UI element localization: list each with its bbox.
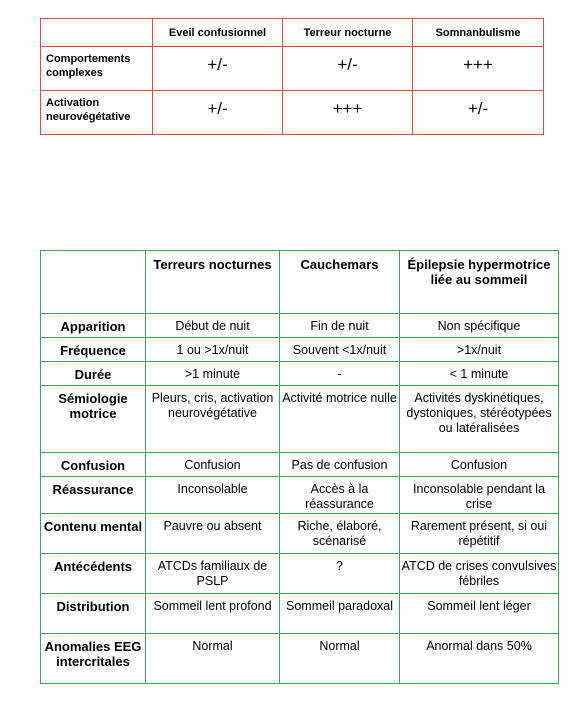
row-header: Durée [41, 362, 146, 386]
table-cell: Confusion [400, 453, 559, 477]
header-cell: Terreur nocturne [283, 19, 413, 47]
table-cell: +/- [413, 91, 544, 135]
table-row [41, 314, 559, 338]
table-cell: Activités dyskinétiques, dystoniques, stéréotypées ou latéralisées [400, 386, 559, 453]
table-row [41, 514, 559, 554]
table-row [41, 554, 559, 594]
row-header: Sémiologie motrice [41, 386, 146, 453]
table-row [41, 386, 559, 453]
row-header: Fréquence [41, 338, 146, 362]
row-header: Apparition [41, 314, 146, 338]
table-cell: Rarement présent, si oui répétitif [400, 514, 559, 554]
row-header: Anomalies EEG intercritales [41, 634, 146, 684]
table-cell: Pas de confusion [280, 453, 400, 477]
header-cell: Somnanbulisme [413, 19, 544, 47]
row-header: Réassurance [41, 477, 146, 514]
sleep-disorder-comparison-table [40, 250, 559, 684]
table-cell: Accès à la réassurance [280, 477, 400, 514]
table-row [41, 91, 544, 135]
table-cell: Pauvre ou absent [146, 514, 280, 554]
table-row [41, 453, 559, 477]
table-cell: Inconsolable pendant la crise [400, 477, 559, 514]
table-cell: Souvent <1x/nuit [280, 338, 400, 362]
table-cell: Pleurs, cris, activation neurovégétative [146, 386, 280, 453]
table-cell: +/- [153, 47, 283, 91]
table-cell: ATCDs familiaux de PSLP [146, 554, 280, 594]
table-cell: < 1 minute [400, 362, 559, 386]
table-cell: Sommeil lent profond [146, 594, 280, 634]
row-header: Antécédents [41, 554, 146, 594]
parasomnia-comparison-table [40, 18, 544, 135]
table-cell: Confusion [146, 453, 280, 477]
table-row [41, 338, 559, 362]
table-cell: Normal [280, 634, 400, 684]
table-cell: +/- [153, 91, 283, 135]
table-header-row [41, 251, 559, 314]
table-cell: +/- [283, 47, 413, 91]
table-cell: Non spécifique [400, 314, 559, 338]
header-cell: Cauchemars [280, 251, 400, 314]
row-header: Distribution [41, 594, 146, 634]
table-row [41, 477, 559, 514]
header-cell-empty [41, 19, 153, 47]
table-cell: +++ [283, 91, 413, 135]
table-header-row [41, 19, 544, 47]
table-cell: Sommeil lent léger [400, 594, 559, 634]
table-row [41, 594, 559, 634]
table-row [41, 47, 544, 91]
table-row [41, 362, 559, 386]
header-cell: Eveil confusionnel [153, 19, 283, 47]
header-cell-empty [41, 251, 146, 314]
row-header: Contenu mental [41, 514, 146, 554]
header-cell: Épilepsie hypermotrice liée au sommeil [400, 251, 559, 314]
table-cell: >1x/nuit [400, 338, 559, 362]
table-cell: Anormal dans 50% [400, 634, 559, 684]
row-header: Activation neurovégétative [41, 91, 153, 135]
table-cell: Normal [146, 634, 280, 684]
table-cell: Activité motrice nulle [280, 386, 400, 453]
header-cell: Terreurs nocturnes [146, 251, 280, 314]
table-cell: ? [280, 554, 400, 594]
table-cell: - [280, 362, 400, 386]
table-cell: Fin de nuit [280, 314, 400, 338]
row-header: Confusion [41, 453, 146, 477]
table-cell: Riche, élaboré, scénarisé [280, 514, 400, 554]
table-cell: >1 minute [146, 362, 280, 386]
table-cell: +++ [413, 47, 544, 91]
table-cell: Début de nuit [146, 314, 280, 338]
table-cell: Sommeil paradoxal [280, 594, 400, 634]
table-cell: Inconsolable [146, 477, 280, 514]
table-cell: 1 ou >1x/nuit [146, 338, 280, 362]
table-cell: ATCD de crises convulsives fébriles [400, 554, 559, 594]
table-row [41, 634, 559, 684]
row-header: Comportements complexes [41, 47, 153, 91]
